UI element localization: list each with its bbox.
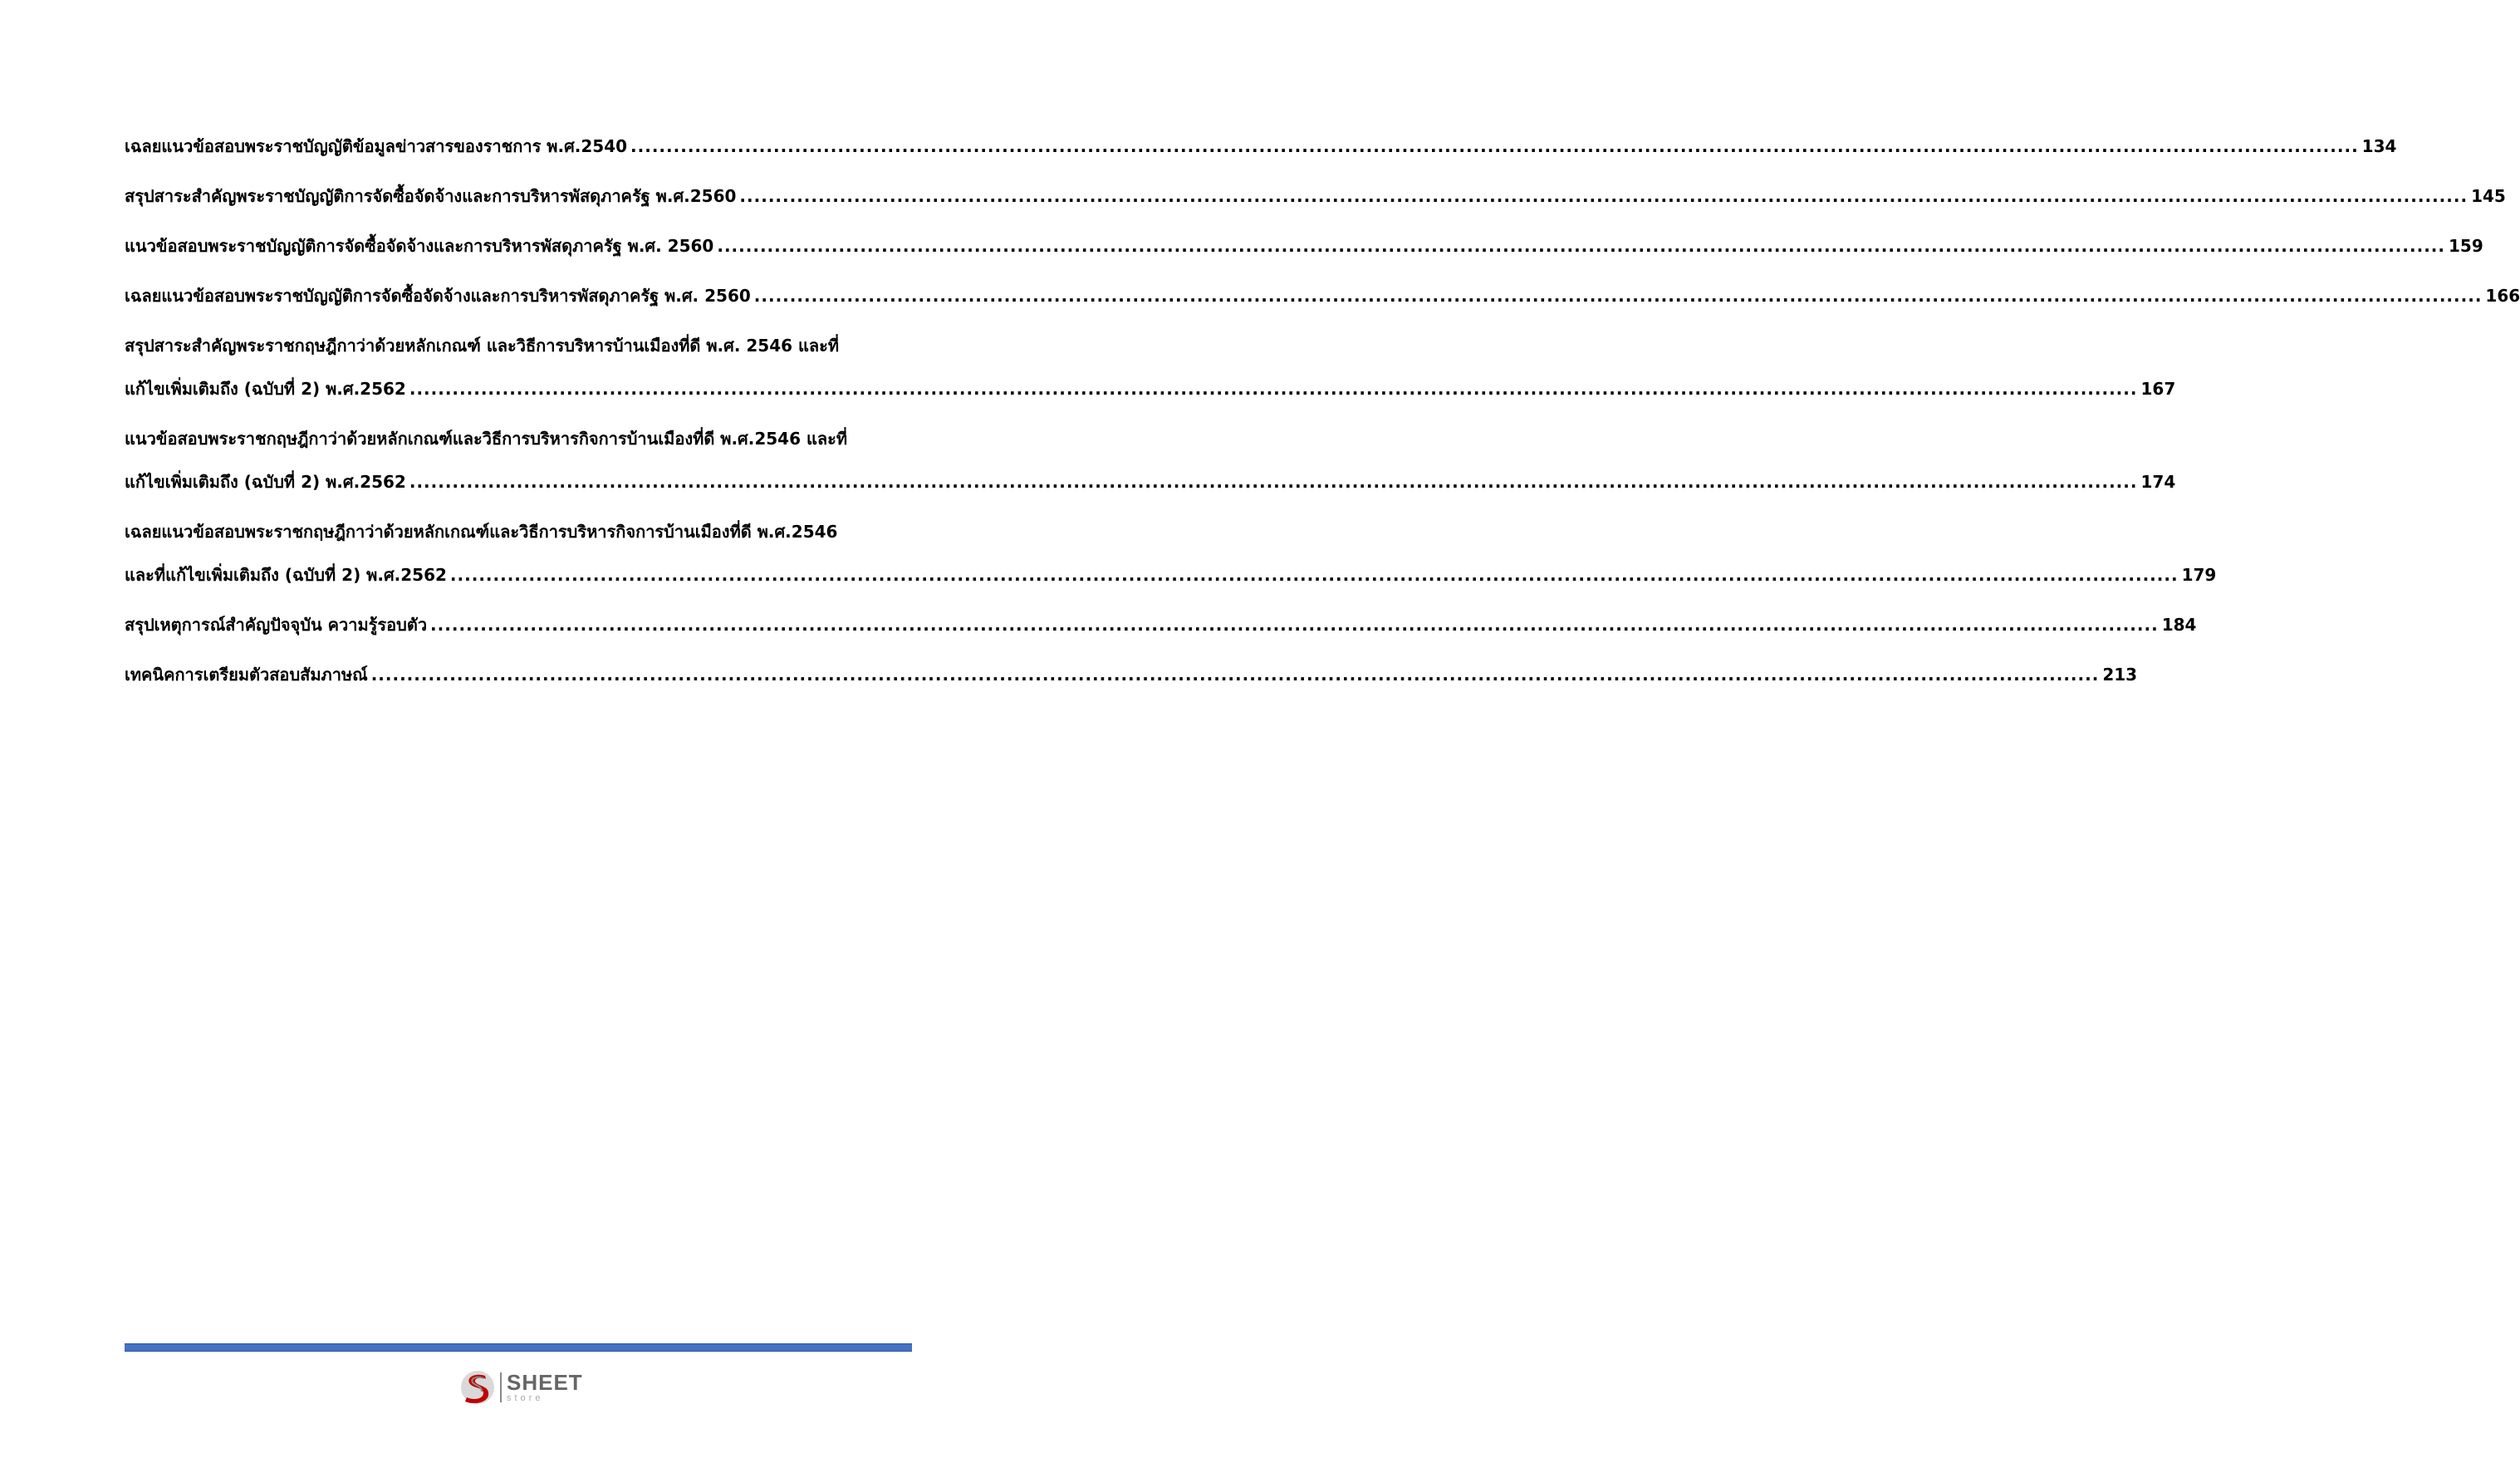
toc-entry[interactable] — [125, 274, 2520, 317]
toc-entry-title-first-line: แนวข้อสอบพระราชกฤษฎีกาว่าด้วยหลักเกณฑ์และวิธีการบริหารกิจการบ้านเมืองที่ดี พ.ศ.2546 และที่ — [125, 429, 848, 449]
dot-leader — [630, 125, 2359, 168]
toc-entry[interactable] — [125, 174, 2506, 218]
toc-page-number: 145 — [2471, 186, 2506, 206]
toc-entry-title: แก้ไขเพิ่มเติมถึง (ฉบับที่ 2) พ.ศ.2562 — [125, 379, 406, 399]
sheet-store-logo — [458, 1367, 583, 1408]
toc-entry-title: เฉลยแนวข้อสอบพระราชบัญญัติข้อมูลข่าวสารของราชการ พ.ศ.2540 — [125, 136, 628, 156]
footer-divider-bar — [125, 1343, 912, 1352]
toc-entry[interactable] — [125, 417, 2176, 503]
toc-entry[interactable] — [125, 324, 2176, 410]
toc-page-number: 166 — [2485, 286, 2520, 306]
dot-leader — [371, 653, 2100, 696]
toc-page-number: 159 — [2449, 236, 2483, 256]
toc-entry-title: เทคนิคการเตรียมตัวสอบสัมภาษณ์ — [125, 665, 368, 685]
logo-subtitle: store — [507, 1393, 544, 1403]
toc-entry-title: สรุปสาระสำคัญพระราชบัญญัติการจัดซื้อจัดจ้างและการบริหารพัสดุภาครัฐ พ.ศ.2560 — [125, 186, 737, 206]
toc-entry[interactable] — [125, 603, 2197, 646]
toc-entry-title: และที่แก้ไขเพิ่มเติมถึง (ฉบับที่ 2) พ.ศ.2562 — [125, 565, 447, 585]
toc-entry-title-first-line: สรุปสาระสำคัญพระราชกฤษฎีกาว่าด้วยหลักเกณฑ์ และวิธีการบริหารบ้านเมืองที่ดี พ.ศ. 2546 และที่ — [125, 336, 840, 356]
toc-page-number: 184 — [2161, 615, 2197, 635]
dot-leader — [450, 553, 2179, 596]
dot-leader — [754, 274, 2483, 317]
toc-page-number: 167 — [2140, 379, 2176, 399]
sheet-store-s-logo-icon — [458, 1367, 497, 1407]
toc-entry[interactable] — [125, 224, 2483, 268]
dot-leader — [409, 367, 2138, 410]
dot-leader — [430, 603, 2159, 646]
logo-wordmark: SHEET — [507, 1370, 583, 1395]
toc-entry-title: แก้ไขเพิ่มเติมถึง (ฉบับที่ 2) พ.ศ.2562 — [125, 472, 406, 492]
toc-entry-title-first-line: เฉลยแนวข้อสอบพระราชกฤษฎีกาว่าด้วยหลักเกณฑ์และวิธีการบริหารกิจการบ้านเมืองที่ดี พ.ศ.2546 — [125, 522, 838, 542]
toc-page-number: 134 — [2361, 136, 2397, 156]
table-of-contents — [125, 125, 2520, 703]
logo-divider — [500, 1372, 502, 1402]
toc-entry[interactable] — [125, 125, 2397, 168]
toc-entry[interactable] — [125, 653, 2138, 696]
dot-leader — [717, 224, 2445, 268]
toc-page-number: 174 — [2140, 472, 2176, 492]
dot-leader — [739, 174, 2468, 218]
toc-entry-title: เฉลยแนวข้อสอบพระราชบัญญัติการจัดซื้อจัดจ้างและการบริหารพัสดุภาครัฐ พ.ศ. 2560 — [125, 286, 751, 306]
toc-page-number: 179 — [2181, 565, 2217, 585]
toc-entry-title: แนวข้อสอบพระราชบัญญัติการจัดซื้อจัดจ้างและการบริหารพัสดุภาครัฐ พ.ศ. 2560 — [125, 236, 714, 256]
dot-leader — [409, 460, 2138, 503]
toc-page-number: 213 — [2102, 665, 2138, 685]
toc-entry-title: สรุปเหตุการณ์สำคัญปัจจุบัน ความรู้รอบตัว — [125, 615, 428, 635]
toc-entry[interactable] — [125, 510, 2217, 596]
